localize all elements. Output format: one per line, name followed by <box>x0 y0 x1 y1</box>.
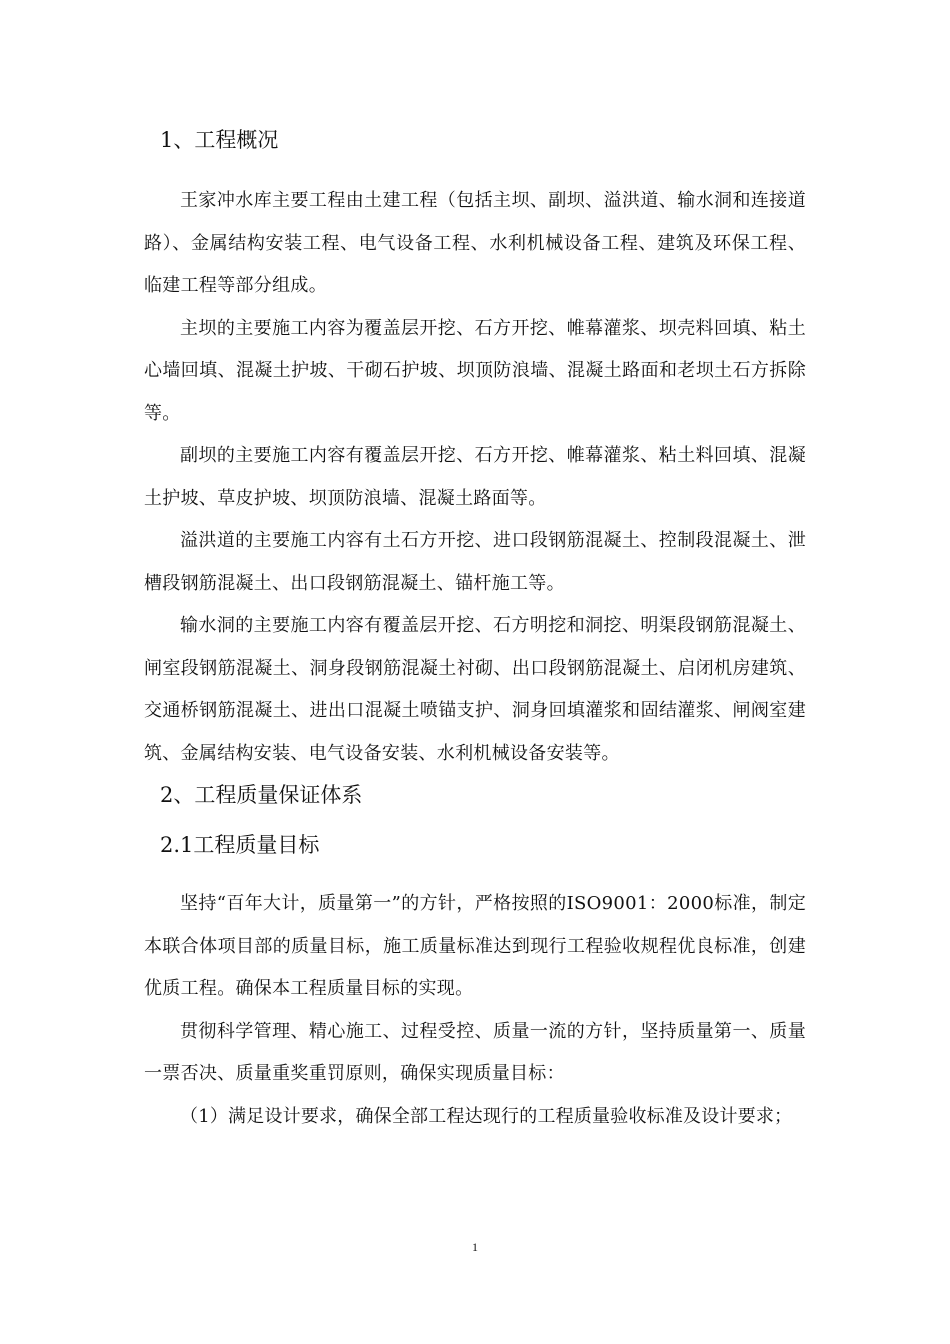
subsection-heading-quality-goal: 2.1工程质量目标 <box>160 833 320 857</box>
paragraph-quality-policy: 坚持“百年大计，质量第一”的方针，严格按照的ISO9001：2000标准，制定本联合体项目部的质量目标，施工质量标准达到现行工程验收规程优良标准，创建优质工程。确保本工程质量目标的实现。 <box>144 893 806 999</box>
section-heading-overview: 1、工程概况 <box>160 128 279 152</box>
paragraph-spillway: 溢洪道的主要施工内容有土石方开挖、进口段钢筋混凝土、控制段混凝土、泄槽段钢筋混凝土、出口段钢筋混凝土、锚杆施工等。 <box>144 530 806 594</box>
page-number: 1 <box>472 1240 478 1254</box>
page-content <box>144 120 806 1138</box>
section-heading-quality-system: 2、工程质量保证体系 <box>160 783 363 807</box>
list-item-design-requirements: （1）满足设计要求，确保全部工程达现行的工程质量验收标准及设计要求； <box>180 1105 793 1127</box>
paragraph-quality-principles: 贯彻科学管理、精心施工、过程受控、质量一流的方针，坚持质量第一、质量一票否决、质量重奖重罚原则，确保实现质量目标： <box>144 1020 806 1084</box>
paragraph-water-tunnel: 输水洞的主要施工内容有覆盖层开挖、石方明挖和洞挖、明渠段钢筋混凝土、闸室段钢筋混凝土、洞身段钢筋混凝土衬砌、出口段钢筋混凝土、启闭机房建筑、交通桥钢筋混凝土、进出口混凝土喷锚支护、洞身回填灌浆和固结灌浆、闸阀室建筑、金属结构安装、电气设备安装、水利机械设备安装等。 <box>144 615 806 764</box>
paragraph-main-dam: 主坝的主要施工内容为覆盖层开挖、石方开挖、帷幕灌浆、坝壳料回填、粘土心墙回填、混凝土护坡、干砌石护坡、坝顶防浪墙、混凝土路面和老坝土石方拆除等。 <box>144 317 806 424</box>
paragraph-auxiliary-dam: 副坝的主要施工内容有覆盖层开挖、石方开挖、帷幕灌浆、粘土料回填、混凝土护坡、草皮护坡、坝顶防浪墙、混凝土路面等。 <box>144 445 806 509</box>
paragraph-overview-composition: 王家冲水库主要工程由土建工程（包括主坝、副坝、溢洪道、输水洞和连接道路）、金属结构安装工程、电气设备工程、水利机械设备工程、建筑及环保工程、临建工程等部分组成。 <box>144 190 806 296</box>
